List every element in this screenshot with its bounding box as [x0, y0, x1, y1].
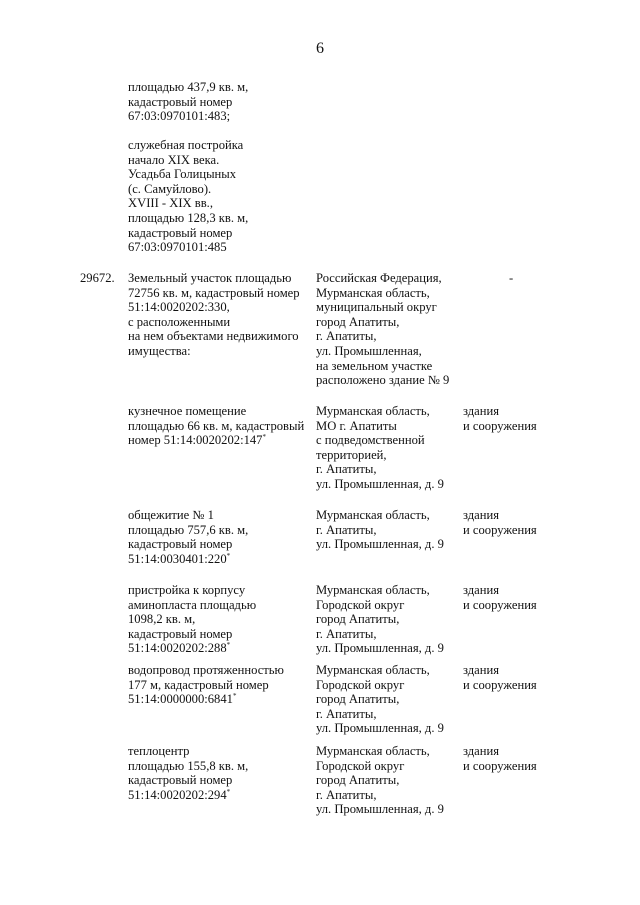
text-line: водопровод протяженностью — [128, 663, 284, 677]
continued-item-1 — [128, 80, 248, 124]
footnote-mark: * — [262, 433, 266, 441]
text-line: Городской округ — [316, 758, 405, 773]
text-line: 67:03:0970101:485 — [128, 240, 227, 255]
sub-item-category — [463, 583, 537, 612]
text-line: здания — [463, 508, 500, 522]
cadastral-number: номер 51:14:0020202:147 — [128, 433, 263, 448]
text-line: с расположенными — [128, 314, 231, 329]
text-line: кадастровый номер — [128, 626, 233, 641]
text-line: площадью 66 кв. м, кадастровый — [128, 418, 305, 433]
text-line: город Апатиты, — [316, 314, 400, 329]
entry-number: 29672. — [80, 271, 115, 285]
text-line: г. Апатиты, — [316, 787, 377, 802]
text-line: Мурманская область, — [316, 404, 430, 418]
text-line: кузнечное помещение — [128, 404, 247, 418]
text-line: ул. Промышленная, д. 9 — [316, 641, 444, 656]
text-line: и сооружения — [463, 677, 537, 692]
text-line: и сооружения — [463, 522, 537, 537]
cadastral-number: 51:14:0000000:6841 — [128, 692, 233, 707]
text-line: (с. Самуйлово). — [128, 181, 212, 196]
text-line: г. Апатиты, — [316, 706, 377, 721]
sub-item-location — [316, 744, 444, 817]
footnote-mark: * — [226, 787, 231, 796]
sub-item-category — [463, 508, 537, 537]
text-line: и сооружения — [463, 418, 537, 433]
cadastral-number: 51:14:0020202:288 — [128, 641, 227, 656]
text-line: и сооружения — [463, 597, 537, 612]
text-line: ул. Промышленная, д. 9 — [316, 721, 444, 736]
sub-item-location — [316, 404, 444, 492]
footnote-mark: * — [226, 641, 231, 650]
text-line: площадью 155,8 кв. м, — [128, 758, 249, 773]
sub-item-description — [128, 744, 248, 802]
page-number: 6 — [316, 40, 324, 57]
text-line: на нем объектами недвижимого — [128, 329, 299, 344]
text-line: кадастровый номер — [128, 225, 233, 240]
sub-item-category — [463, 744, 537, 773]
sub-item-description — [128, 404, 304, 448]
sub-item-category — [463, 404, 537, 433]
footnote-mark: * — [232, 692, 237, 700]
text-line: площадью 437,9 кв. м, — [128, 80, 249, 94]
cadastral-number: 51:14:0020202:294 — [128, 787, 227, 802]
text-line: кадастровый номер — [128, 537, 233, 552]
text-line: XVIII - XIX вв., — [128, 196, 213, 211]
text-line: Мурманская область, — [316, 285, 430, 300]
text-line: кадастровый номер — [128, 94, 233, 109]
text-line: город Апатиты, — [316, 612, 400, 627]
text-line: ул. Промышленная, д. 9 — [316, 802, 444, 817]
text-line: территорией, — [316, 447, 387, 462]
text-line: г. Апатиты, — [316, 462, 377, 477]
text-line — [128, 641, 256, 656]
text-line: на земельном участке — [316, 358, 433, 373]
text-line: МО г. Апатиты — [316, 418, 397, 433]
text-line: 51:14:0020202:330, — [128, 300, 230, 315]
text-line — [128, 788, 248, 803]
text-line — [128, 552, 248, 567]
text-line: 177 м, кадастровый номер — [128, 677, 269, 692]
text-line: ул. Промышленная, д. 9 — [316, 476, 444, 491]
text-line — [128, 692, 284, 707]
text-line: с подведомственной — [316, 433, 425, 448]
text-line: расположено здание № 9 — [316, 373, 450, 388]
text-line: Городской округ — [316, 677, 405, 692]
sub-item-category — [463, 663, 537, 692]
text-line: теплоцентр — [128, 744, 190, 758]
text-line: муниципальный округ — [316, 300, 437, 315]
text-line: ул. Промышленная, — [316, 343, 422, 358]
cadastral-number: 51:14:0030401:220 — [128, 551, 227, 566]
text-line: и сооружения — [463, 758, 537, 773]
text-line: Городской округ — [316, 597, 405, 612]
text-line: 1098,2 кв. м, — [128, 612, 196, 627]
text-line: 67:03:0970101:483; — [128, 109, 231, 124]
text-line: здания — [463, 744, 500, 758]
text-line: имущества: — [128, 343, 191, 358]
entry-category: - — [509, 271, 514, 285]
text-line: Усадьба Голицыных — [128, 167, 237, 182]
sub-item-location — [316, 583, 444, 656]
text-line: Мурманская область, — [316, 663, 430, 677]
text-line: аминопласта площадью — [128, 597, 257, 612]
text-line: 72756 кв. м, кадастровый номер — [128, 285, 300, 300]
text-line: пристройка к корпусу — [128, 583, 246, 597]
text-line: г. Апатиты, — [316, 522, 377, 537]
text-line: Земельный участок площадью — [128, 271, 292, 285]
text-line: площадью 128,3 кв. м, — [128, 210, 249, 225]
text-line: город Апатиты, — [316, 692, 400, 707]
text-line: ул. Промышленная, д. 9 — [316, 537, 444, 552]
text-line: Российская Федерация, — [316, 271, 442, 285]
sub-item-description — [128, 583, 256, 656]
sub-item-description — [128, 508, 248, 566]
text-line — [128, 433, 304, 448]
continued-item-2 — [128, 138, 248, 255]
text-line: г. Апатиты, — [316, 626, 377, 641]
text-line: здания — [463, 583, 500, 597]
sub-item-location — [316, 508, 444, 552]
text-line: кадастровый номер — [128, 773, 233, 788]
sub-item-description — [128, 663, 284, 707]
text-line: здания — [463, 404, 500, 418]
text-line: Мурманская область, — [316, 583, 430, 597]
text-line: Мурманская область, — [316, 744, 430, 758]
footnote-mark: * — [226, 551, 231, 560]
text-line: город Апатиты, — [316, 773, 400, 788]
text-line: Мурманская область, — [316, 508, 430, 522]
text-line: общежитие № 1 — [128, 508, 214, 522]
text-line: служебная постройка — [128, 138, 244, 152]
entry-location — [316, 271, 449, 388]
text-line: начало XIX века. — [128, 152, 220, 167]
text-line: г. Апатиты, — [316, 329, 377, 344]
sub-item-location — [316, 663, 444, 736]
text-line: площадью 757,6 кв. м, — [128, 522, 249, 537]
entry-description — [128, 271, 300, 359]
text-line: здания — [463, 663, 500, 677]
